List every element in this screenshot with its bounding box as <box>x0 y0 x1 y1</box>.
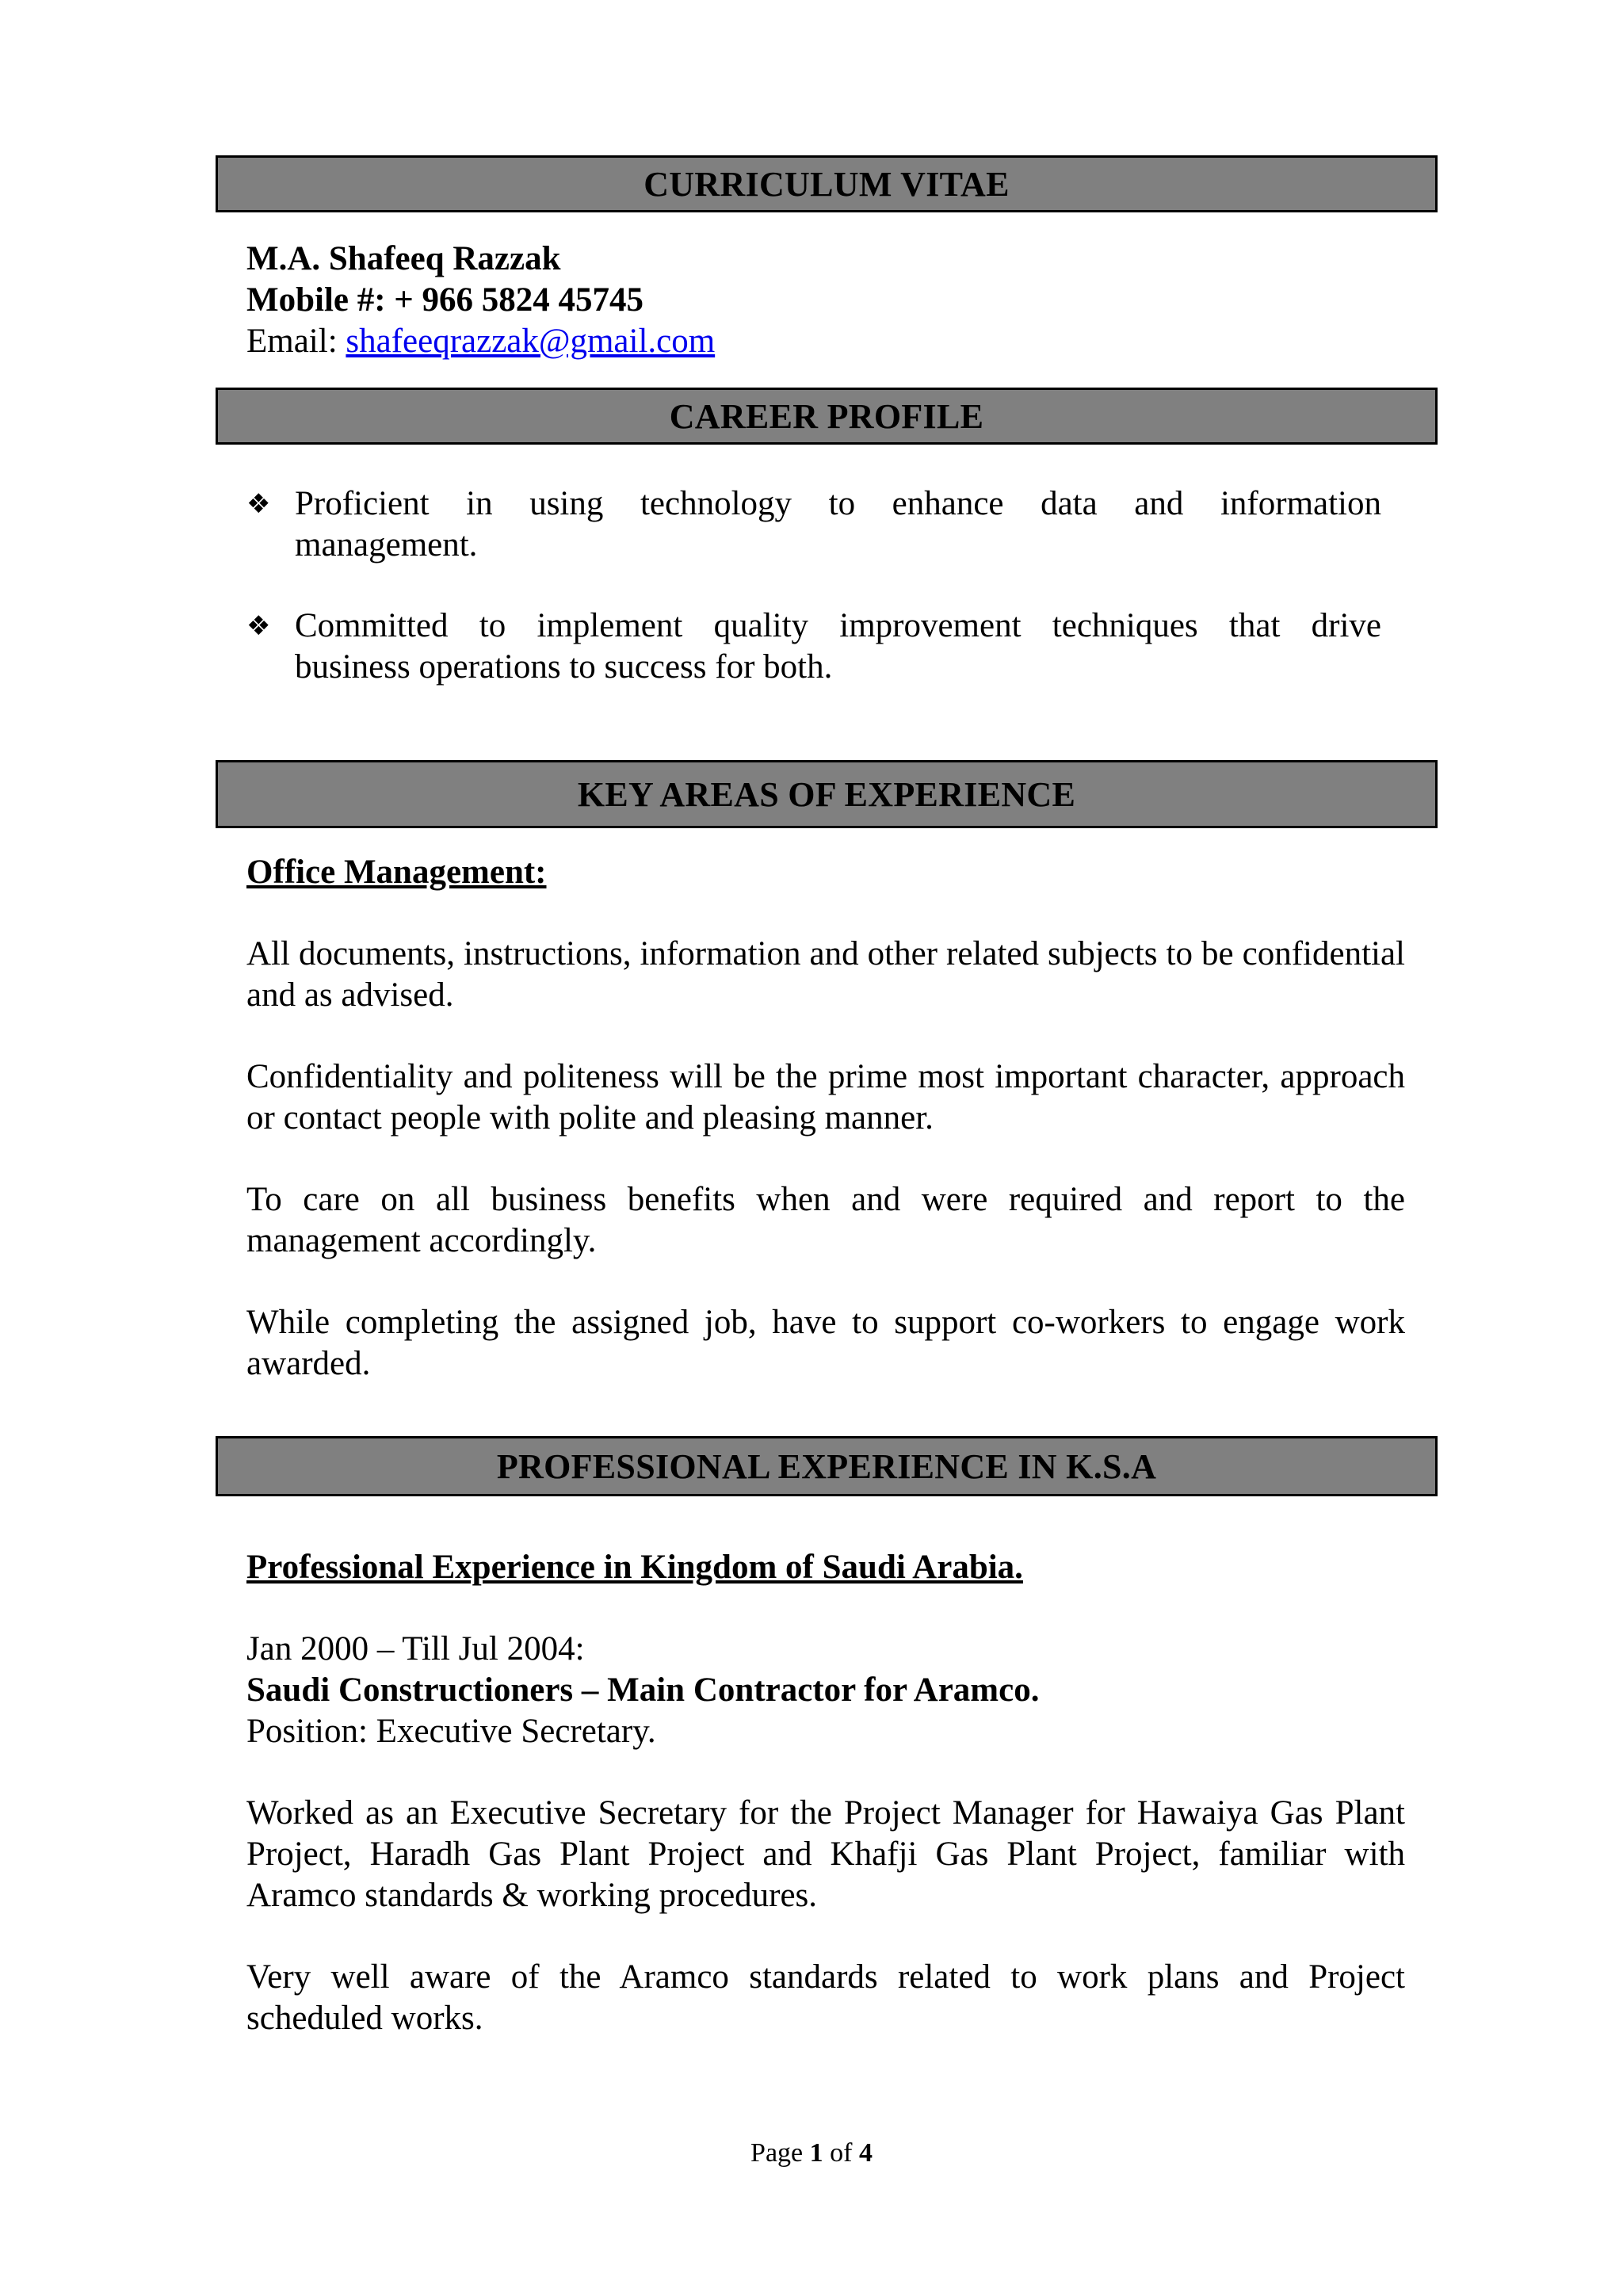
ksa-experience-heading: Professional Experience in Kingdom of Saudi Arabia. <box>246 1549 1023 1586</box>
candidate-name: M.A. Shafeeq Razzak <box>246 240 561 277</box>
key-areas-bar <box>216 760 1438 828</box>
career-bullet-1-line-1: Proficient in using technology to enhance data and information <box>295 485 1381 522</box>
email-line <box>246 321 715 362</box>
career-bullet-2-line-2: business operations to success for both. <box>295 648 833 686</box>
employment-period: Jan 2000 – Till Jul 2004: <box>246 1630 585 1668</box>
page-current: 1 <box>809 2138 823 2168</box>
cv-title: CURRICULUM VITAE <box>643 164 1010 204</box>
page-of: of <box>823 2138 859 2168</box>
diamond-bullet-icon: ❖ <box>246 488 271 520</box>
employer-name: Saudi Constructioners – Main Contractor for Aramco. <box>246 1671 1040 1709</box>
career-profile-bar <box>216 388 1438 445</box>
page-footer <box>0 2137 1623 2169</box>
career-bullet-2 <box>246 606 1381 688</box>
experience-paragraph-2: Very well aware of the Aramco standards related to work plans and Project scheduled works. <box>246 1958 1405 2037</box>
position-title: Position: Executive Secretary. <box>246 1713 656 1750</box>
office-management-heading: Office Management: <box>246 854 547 891</box>
cv-title-bar <box>216 155 1438 212</box>
professional-experience-bar <box>216 1436 1438 1496</box>
key-areas-paragraph-4: While completing the assigned job, have to support co-workers to engage work awarded. <box>246 1304 1405 1382</box>
career-bullet-1-line-2: management. <box>295 526 478 563</box>
email-label: Email: <box>246 323 346 360</box>
career-bullet-1 <box>246 483 1381 566</box>
experience-paragraph-1: Worked as an Executive Secretary for the Project Manager for Hawaiya Gas Plant Project, Haradh Gas Plant Project and Khafji Gas Plant Project, familiar with Aramco standards & working procedures. <box>246 1794 1405 1914</box>
key-areas-paragraph-3: To care on all business benefits when and were required and report to the management accordingly. <box>246 1181 1405 1259</box>
page-total: 4 <box>858 2138 873 2168</box>
mobile-number: Mobile #: + 966 5824 45745 <box>246 281 644 319</box>
email-link[interactable]: shafeeqrazzak@gmail.com <box>346 323 716 360</box>
key-areas-paragraph-2: Confidentiality and politeness will be the prime most important character, approach or contact people with polite and pleasing manner. <box>246 1058 1405 1137</box>
key-areas-paragraph-1: All documents, instructions, information and other related subjects to be confidential and as advised. <box>246 935 1405 1014</box>
professional-experience-title: PROFESSIONAL EXPERIENCE IN K.S.A <box>496 1446 1157 1486</box>
career-bullet-2-line-1: Committed to implement quality improvement techniques that drive <box>295 607 1381 644</box>
page-label: Page <box>750 2138 810 2168</box>
diamond-bullet-icon: ❖ <box>246 610 271 642</box>
career-profile-title: CAREER PROFILE <box>669 396 984 436</box>
key-areas-title: KEY AREAS OF EXPERIENCE <box>577 774 1076 814</box>
